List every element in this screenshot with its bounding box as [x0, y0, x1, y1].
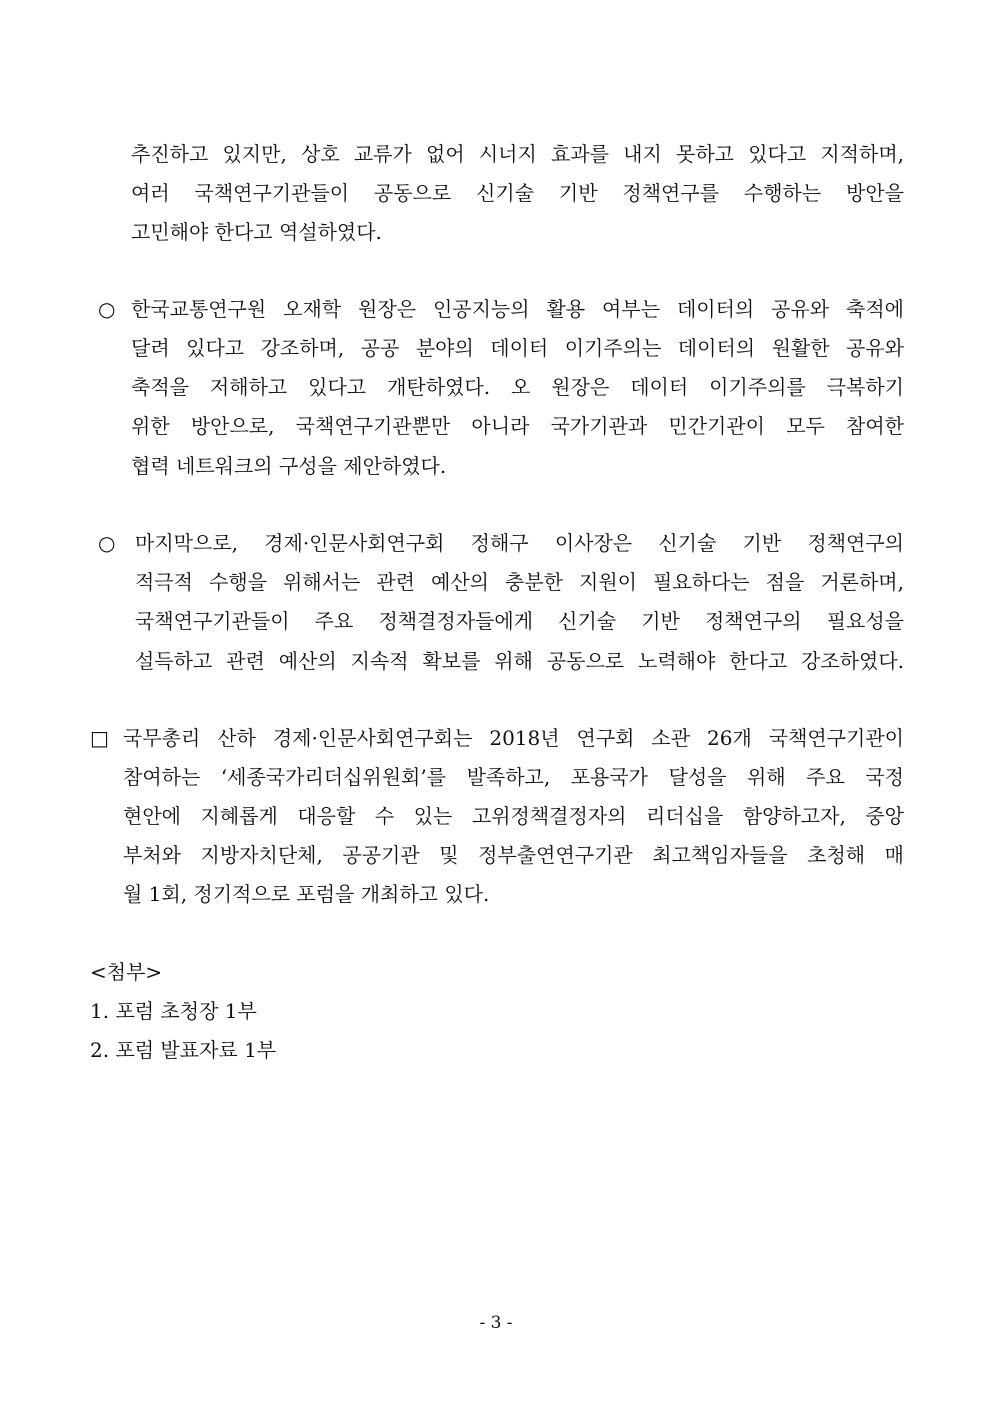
paragraph-3-line-2: 적극적 수행을 위해서는 관련 예산의 충분한 지원이 필요하다는 점을 거론하며,: [135, 570, 904, 594]
attachment-item-1: 1. 포럼 초청장 1부: [90, 999, 257, 1023]
paragraph-1-line-1: 추진하고 있지만, 상호 교류가 없어 시너지 효과를 내지 못하고 있다고 지적하며,: [131, 142, 904, 166]
circle-bullet-icon: ○: [98, 531, 116, 555]
paragraph-2-line-5: 협력 네트워크의 구성을 제안하였다.: [131, 454, 447, 478]
paragraph-2-line-4: 위한 방안으로, 국책연구기관뿐만 아니라 국가기관과 민간기관이 모두 참여한: [131, 414, 904, 438]
paragraph-1-line-2: 여러 국책연구기관들이 공동으로 신기술 기반 정책연구를 수행하는 방안을: [131, 181, 904, 205]
paragraph-4-line-5: 월 1회, 정기적으로 포럼을 개최하고 있다.: [123, 882, 490, 906]
paragraph-2-line-3: 축적을 저해하고 있다고 개탄하였다. 오 원장은 데이터 이기주의를 극복하기: [131, 375, 904, 399]
paragraph-4-line-3: 현안에 지혜롭게 대응할 수 있는 고위정책결정자의 리더십을 함양하고자, 중앙: [123, 804, 904, 828]
circle-bullet-icon: ○: [98, 297, 116, 321]
attachments-heading: <첨부>: [90, 960, 163, 984]
square-bullet-icon: □: [90, 726, 109, 750]
paragraph-4-line-4: 부처와 지방자치단체, 공공기관 및 정부출연연구기관 최고책임자들을 초청해 매: [123, 843, 904, 867]
paragraph-3-line-3: 국책연구기관들이 주요 정책결정자들에게 신기술 기반 정책연구의 필요성을: [135, 609, 904, 633]
paragraph-3-line-4: 설득하고 관련 예산의 지속적 확보를 위해 공동으로 노력해야 한다고 강조하였다.: [135, 649, 904, 673]
paragraph-1-line-3: 고민해야 한다고 역설하였다.: [131, 220, 382, 244]
paragraph-2-line-1: 한국교통연구원 오재학 원장은 인공지능의 활용 여부는 데이터의 공유와 축적에: [131, 297, 904, 321]
paragraph-2-line-2: 달려 있다고 강조하며, 공공 분야의 데이터 이기주의는 데이터의 원활한 공유와: [131, 336, 904, 360]
paragraph-4-line-1: 국무총리 산하 경제·인문사회연구회는 2018년 연구회 소관 26개 국책연구기관이: [123, 726, 904, 750]
attachment-item-2: 2. 포럼 발표자료 1부: [90, 1038, 277, 1062]
paragraph-4-line-2: 참여하는 ‘세종국가리더십위원회’를 발족하고, 포용국가 달성을 위해 주요 국정: [123, 765, 904, 789]
paragraph-3-line-1: 마지막으로, 경제·인문사회연구회 정해구 이사장은 신기술 기반 정책연구의: [135, 531, 904, 555]
page-number: - 3 -: [479, 1313, 513, 1333]
